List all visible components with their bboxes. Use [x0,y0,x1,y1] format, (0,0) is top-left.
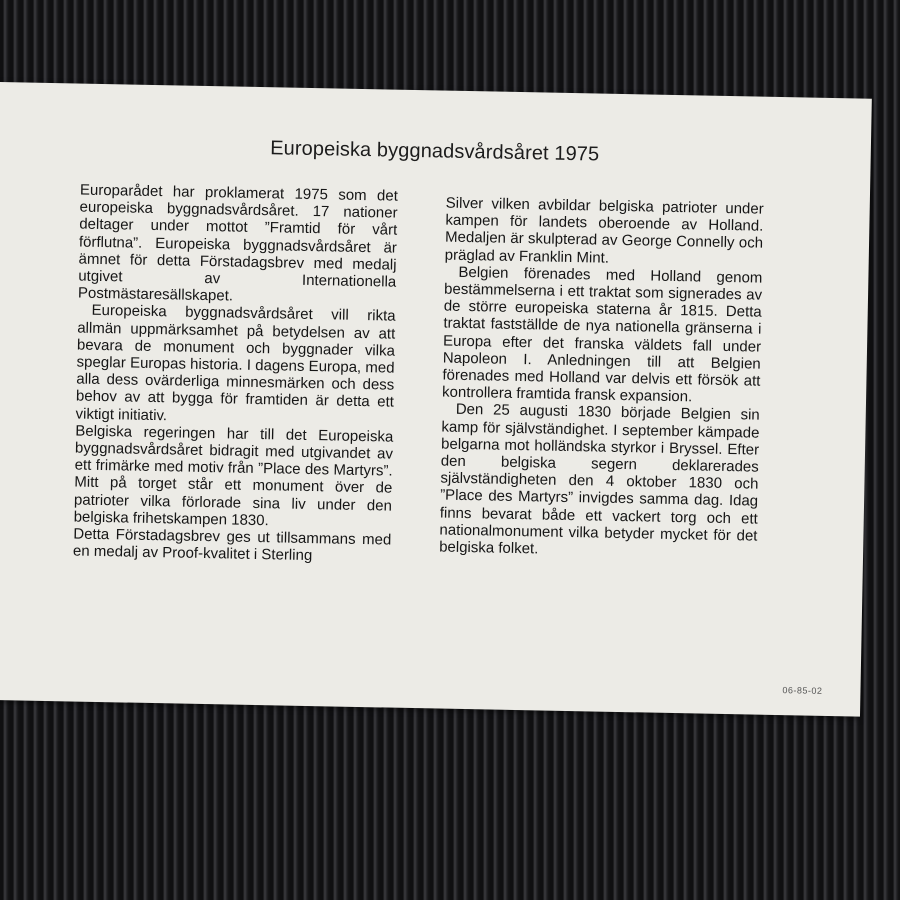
right-text-column [439,195,764,562]
paragraph-proclamation: Europarådet har proklamerat 1975 som det europeiska byggnadsvårdsåret. 17 nationer deltager under mottot ”Framtid för vårt förflutna”. Europeiska byggnadsvårdsåret är ämnet för detta Förstadagsbrev med medalj utgivet av Internationella Postmästaresällskapet. [77,181,399,305]
paragraph-purpose: Europeiska byggnadsvårdsåret vill rikta allmän uppmärksamhet på betydelsen av att bevara de monument och byggnader vilka speglar Europas historia. I dagens Europa, med alla dess ovärderliga minnesmärken och dess behov av att bygga för framtiden är detta ett viktigt initiativ. [75,302,396,424]
left-text-column [73,182,398,567]
paragraph-medal-continued: Silver vilken avbildar belgiska patrioter under kampen för landets oberoende av Holland. Medaljen är skulpterad av George Connelly och präglad av Franklin Mint. [444,194,764,267]
document-title: Europeiska byggnadsvårdsåret 1975 [270,137,600,166]
paragraph-belgian-stamp: Belgiska regeringen har till det Europeiska byggnadsvårdsåret bidragit med utgivandet av ett frimärke med motiv från ”Place des Martyrs”. Mitt på torget står ett monument över de patrioter vilka förlorade sina liv under den belgiska frihetskampen 1830. [73,422,394,530]
paragraph-treaty: Belgien förenades med Holland genom bestämmelserna i ett traktat som signerades av de större europeiska staterna år 1815. Detta traktat fastställde de nya nationella gränserna i Europa efter det franska väldets fall under Napoleon I. Anledningen till att Belgien förenades med Holland var delvis ett försök att kontrollera framtida fransk expansion. [441,263,763,406]
print-code: 06-85-02 [782,685,823,696]
paragraph-medal-start: Detta Förstadagsbrev ges ut tillsammans med en medalj av Proof-kvalitet i Sterling [72,525,392,565]
first-day-cover-insert [0,82,872,717]
paragraph-independence: Den 25 augusti 1830 började Belgien sin kamp för självständighet. I september kämpade belgarna mot holländska styrkor i Bryssel. Efter den belgiska segern deklarerades självständigheten den 4 oktober 1830 och ”Place des Martyrs” invigdes samma dag. Idag finns bevarat både ett vackert torg och ett nationalmonument vilka betyder mycket för det belgiska folket. [438,401,760,558]
